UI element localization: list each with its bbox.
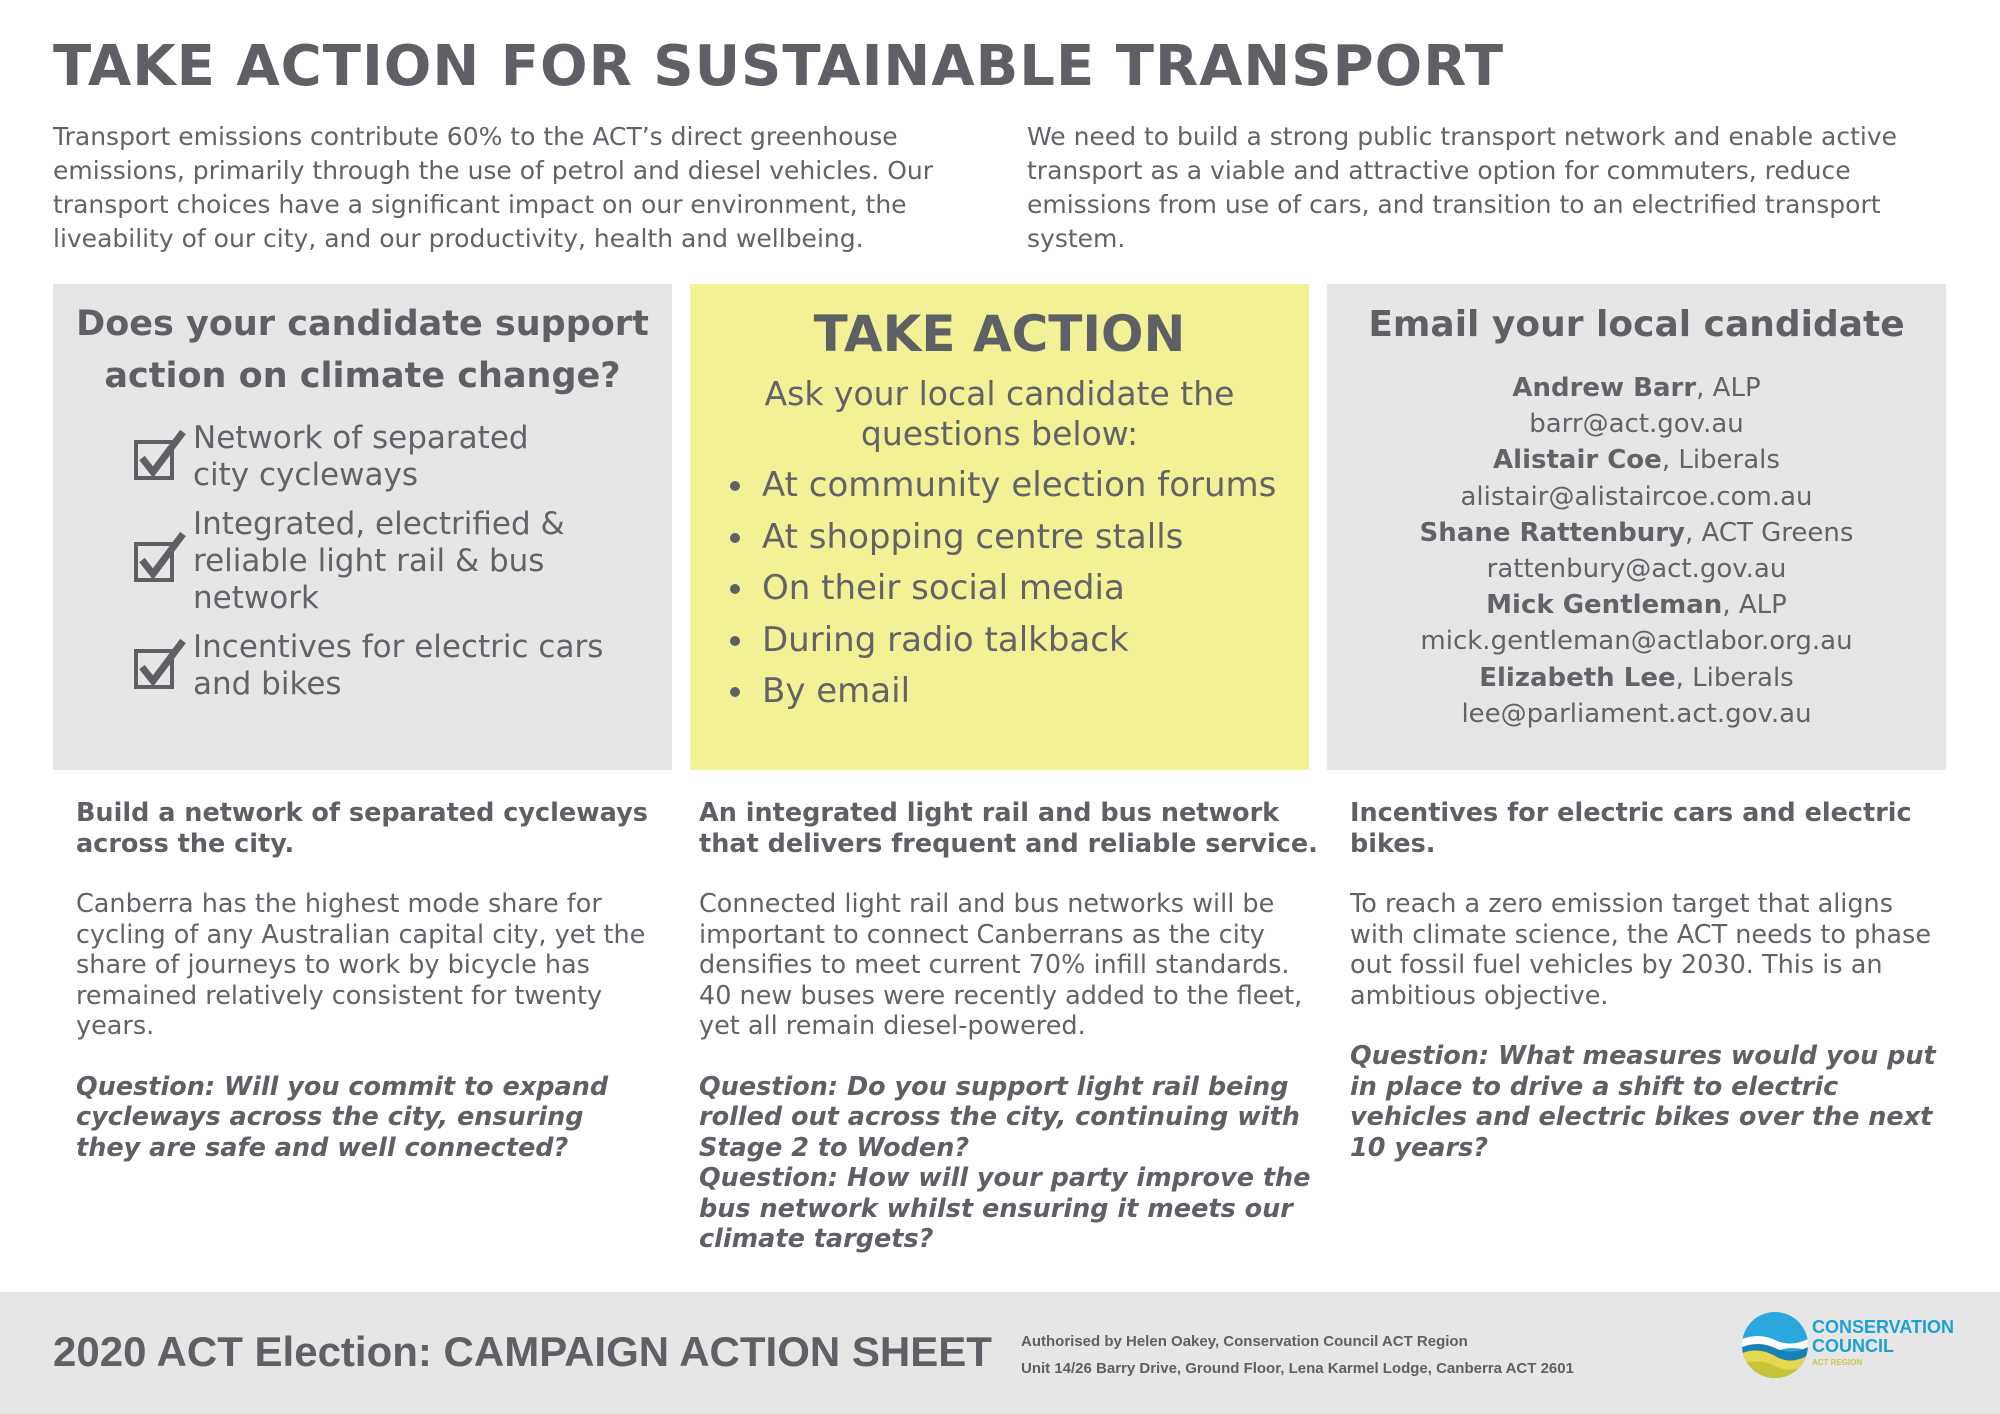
candidate-party: , Liberals: [1661, 445, 1780, 476]
email-candidate-panel: [1327, 284, 1946, 770]
column-body: Connected light rail and bus networks will be important to connect Canberrans as the city densifies to meet current 70% infill standards. 40 new buses were recently added to the fleet, yet all remain diesel-powered.: [699, 889, 1303, 1041]
take-action-heading: TAKE ACTION: [813, 305, 1186, 363]
candidate-name-line: [1327, 660, 1946, 696]
intro-paragraph-left: Transport emissions contribute 60% to the ACT’s direct greenhouse emissions, primarily through the use of petrol and diesel vehicles. Our transport choices have a significant impact on our environment, the liveability of our city, and our productivity, health and wellbeing.: [53, 122, 934, 253]
column-heading: Incentives for electric cars and electric bikes.: [1350, 798, 1912, 859]
checkbox-checked-icon: [133, 428, 189, 484]
take-action-panel: [690, 284, 1309, 770]
candidate-email[interactable]: mick.gentleman@actlabor.org.au: [1420, 626, 1853, 657]
candidate-name: Shane Rattenbury: [1419, 517, 1685, 548]
list-item: By email: [728, 666, 1276, 718]
logo-wordmark: CONSERVATION COUNCIL: [1812, 1317, 1955, 1356]
candidate-party: , ALP: [1722, 590, 1787, 621]
candidate-party: , Liberals: [1675, 662, 1794, 693]
checklist-item: Incentives for electric cars and bikes: [133, 629, 653, 703]
candidate-list: [1327, 370, 1946, 732]
column-heading: Build a network of separated cycleways across the city.: [76, 798, 648, 859]
candidate-name-line: [1327, 442, 1946, 478]
logo-subtitle: ACT REGION: [1812, 1358, 1863, 1367]
candidate-name: Alistair Coe: [1493, 445, 1662, 476]
list-item: On their social media: [728, 563, 1276, 615]
column-heading: An integrated light rail and bus network that delivers frequent and reliable service.: [699, 798, 1318, 859]
candidate-name-line: [1327, 515, 1946, 551]
take-action-list: [728, 460, 1276, 718]
email-candidate-heading: Email your local candidate: [1368, 304, 1905, 345]
list-item: At community election forums: [728, 460, 1276, 512]
column-question: Question: Do you support light rail being rolled out across the city, continuing with Stage 2 to Woden?: [699, 1071, 1300, 1163]
candidate-party: , ALP: [1696, 373, 1761, 403]
candidate-email[interactable]: barr@act.gov.au: [1529, 409, 1744, 440]
column-question: Question: How will your party improve the bus network whilst ensuring it meets our climate targets?: [699, 1163, 1311, 1254]
candidate-email[interactable]: rattenbury@act.gov.au: [1486, 554, 1787, 585]
cycleways-column: [76, 798, 656, 1163]
candidate-email[interactable]: lee@parliament.act.gov.au: [1461, 698, 1812, 729]
support-checklist: [133, 420, 653, 715]
take-action-subtitle: Ask your local candidate the questions below:: [764, 374, 1235, 453]
candidate-email[interactable]: alistair@alistaircoe.com.au: [1460, 481, 1813, 512]
checkbox-checked-icon: [133, 637, 189, 693]
candidate-name: Andrew Barr: [1512, 373, 1697, 403]
checkbox-checked-icon: [133, 530, 189, 586]
column-body: To reach a zero emission target that aligns with climate science, the ACT needs to phase out fossil fuel vehicles by 2030. This is an ambitious objective.: [1350, 889, 1932, 1011]
list-item: At shopping centre stalls: [728, 512, 1276, 564]
list-item: During radio talkback: [728, 615, 1276, 667]
page-title: TAKE ACTION FOR SUSTAINABLE TRANSPORT: [53, 34, 1505, 99]
electric-vehicles-column: [1350, 798, 1940, 1163]
light-rail-bus-column: [699, 798, 1319, 1255]
candidate-name: Mick Gentleman: [1486, 590, 1723, 621]
column-question: Question: Will you commit to expand cycleways across the city, ensuring they are safe and well connected?: [76, 1071, 609, 1163]
candidate-support-panel: [53, 284, 672, 770]
candidate-name-line: [1327, 370, 1946, 406]
checklist-item: Integrated, electrified & reliable light rail & bus network: [133, 506, 653, 617]
candidate-name-line: [1327, 587, 1946, 623]
column-question: Question: What measures would you put in place to drive a shift to electric vehicles and electric bikes over the next 10 years?: [1350, 1041, 1936, 1163]
candidate-support-heading: Does your candidate support action on climate change?: [76, 304, 649, 396]
footer: [0, 1292, 2000, 1414]
footer-title: 2020 ACT Election: CAMPAIGN ACTION SHEET: [53, 1328, 992, 1375]
checklist-item: Network of separated city cycleways: [133, 420, 653, 494]
logo-emblem-icon: [1740, 1310, 1810, 1380]
conservation-council-logo: [1740, 1310, 1960, 1392]
candidate-party: , ACT Greens: [1684, 517, 1854, 548]
candidate-name: Elizabeth Lee: [1479, 662, 1676, 693]
column-body: Canberra has the highest mode share for cycling of any Australian capital city, yet the share of journeys to work by bicycle has remained relatively consistent for twenty years.: [76, 889, 646, 1041]
authorisation-statement: Authorised by Helen Oakey, Conservation Council ACT Region Unit 14/26 Barry Drive, Ground Floor, Lena Karmel Lodge, Canberra ACT 2601: [1021, 1333, 1574, 1377]
intro-paragraph-right: We need to build a strong public transport network and enable active transport as a viable and attractive option for commuters, reduce emissions from use of cars, and transition to an electrified transport system.: [1027, 122, 1898, 253]
